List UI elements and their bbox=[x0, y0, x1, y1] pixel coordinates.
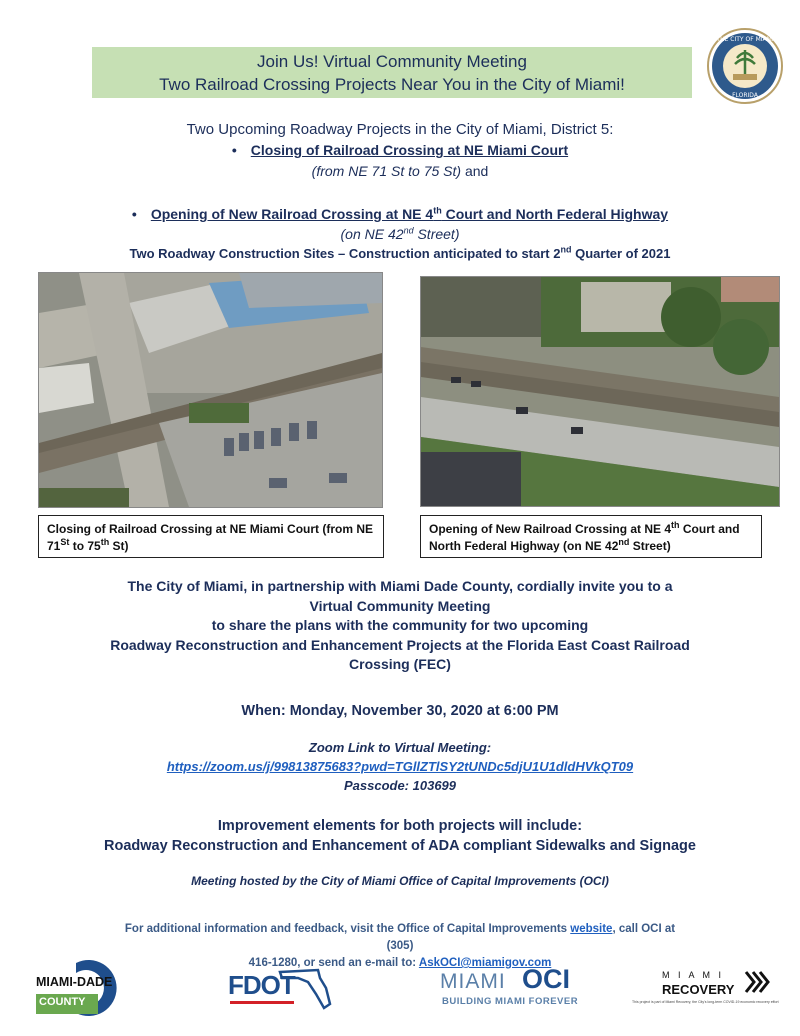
improvement-elements bbox=[0, 816, 800, 856]
zoom-info bbox=[0, 738, 800, 795]
recovery-miami-text: M I A M I bbox=[662, 970, 725, 980]
aerial-photo-ne-miami-court bbox=[38, 272, 383, 508]
aerial-photo-ne-4th-court bbox=[420, 276, 780, 507]
footer-contact: For additional information and feedback, visit the Office of Capital Improvements website, call OCI at (305) 416-1280, or send an e-mail to: AskOCI@miamigov.com bbox=[124, 923, 676, 969]
construction-note: Two Roadway Construction Sites – Construction anticipated to start 2nd Quarter of 2021 bbox=[129, 244, 671, 261]
invite-line-2: Virtual Community Meeting bbox=[309, 597, 491, 614]
banner-line-2: Two Railroad Crossing Projects Near You in the City of Miami! bbox=[159, 75, 625, 94]
project-1-sub: (from NE 71 St to 75 St) and bbox=[311, 163, 489, 179]
fdot-underline bbox=[230, 1001, 294, 1004]
title-banner bbox=[92, 47, 692, 98]
miami-recovery-logo bbox=[632, 958, 782, 1018]
forward-chevrons-icon bbox=[744, 970, 770, 994]
website-link[interactable]: website bbox=[570, 923, 613, 935]
svg-text:FLORIDA: FLORIDA bbox=[732, 92, 758, 99]
city-of-miami-seal-icon bbox=[707, 28, 783, 104]
hosted-by: Meeting hosted by the City of Miami Office of Capital Improvements (OCI) bbox=[191, 874, 609, 888]
invite-line-5: Crossing (FEC) bbox=[349, 656, 451, 672]
miamidade-text: MIAMI-DADE bbox=[36, 975, 113, 989]
zoom-label: Zoom Link to Virtual Meeting: bbox=[308, 740, 492, 755]
meeting-date: When: Monday, November 30, 2020 at 6:00 PM bbox=[241, 703, 559, 719]
intro-text: Two Upcoming Roadway Projects in the City of Miami, District 5: bbox=[186, 121, 614, 138]
project-1-title: • Closing of Railroad Crossing at NE Miami Court bbox=[231, 142, 569, 158]
caption-left: Closing of Railroad Crossing at NE Miami Court (from NE 71St to 75th St) bbox=[38, 515, 384, 558]
caption-right: Opening of New Railroad Crossing at NE 4th Court and North Federal Highway (on NE 42nd Street) bbox=[420, 515, 762, 558]
fdot-logo bbox=[228, 958, 332, 1018]
county-text: COUNTY bbox=[39, 996, 86, 1008]
zoom-link[interactable]: https://zoom.us/j/99813875683?pwd=TGllZTlSY2tUNDc5djU1U1dldHVkQT09 bbox=[166, 759, 634, 774]
recovery-note: This project is part of Miami Recovery, the City's long-term COVID-19 economic recovery effort bbox=[632, 1000, 779, 1004]
project-2-sub: (on NE 42nd Street) bbox=[340, 225, 460, 242]
oci-logo bbox=[440, 958, 585, 1018]
invite-line-1: The City of Miami, in partnership with Miami Dade County, cordially invite you to a bbox=[127, 578, 673, 594]
recovery-text: RECOVERY bbox=[662, 982, 735, 997]
project-2-title: • Opening of New Railroad Crossing at NE 4th Court and North Federal Highway bbox=[131, 205, 669, 222]
svg-text:THE CITY OF MIAMI: THE CITY OF MIAMI bbox=[716, 36, 774, 43]
invite-line-3: to share the plans with the community for two upcoming bbox=[211, 617, 589, 633]
email-link[interactable]: AskOCI@miamigov.com bbox=[418, 957, 552, 969]
improve-line-1: Improvement elements for both projects will include: bbox=[217, 818, 583, 834]
oci-miami-text: MIAMI bbox=[440, 970, 506, 993]
improve-line-2: Roadway Reconstruction and Enhancement of ADA compliant Sidewalks and Signage bbox=[104, 838, 696, 854]
banner-line-1: Join Us! Virtual Community Meeting bbox=[257, 52, 527, 71]
miami-dade-logo bbox=[36, 958, 148, 1018]
invitation-text bbox=[0, 577, 800, 675]
fdot-text: FDOT bbox=[228, 970, 295, 1000]
zoom-passcode: Passcode: 103699 bbox=[343, 778, 457, 793]
oci-tagline: BUILDING MIAMI FOREVER bbox=[442, 996, 579, 1007]
oci-text: OCI bbox=[522, 964, 571, 994]
invite-line-4: Roadway Reconstruction and Enhancement Projects at the Florida East Coast Railroad bbox=[110, 636, 690, 653]
